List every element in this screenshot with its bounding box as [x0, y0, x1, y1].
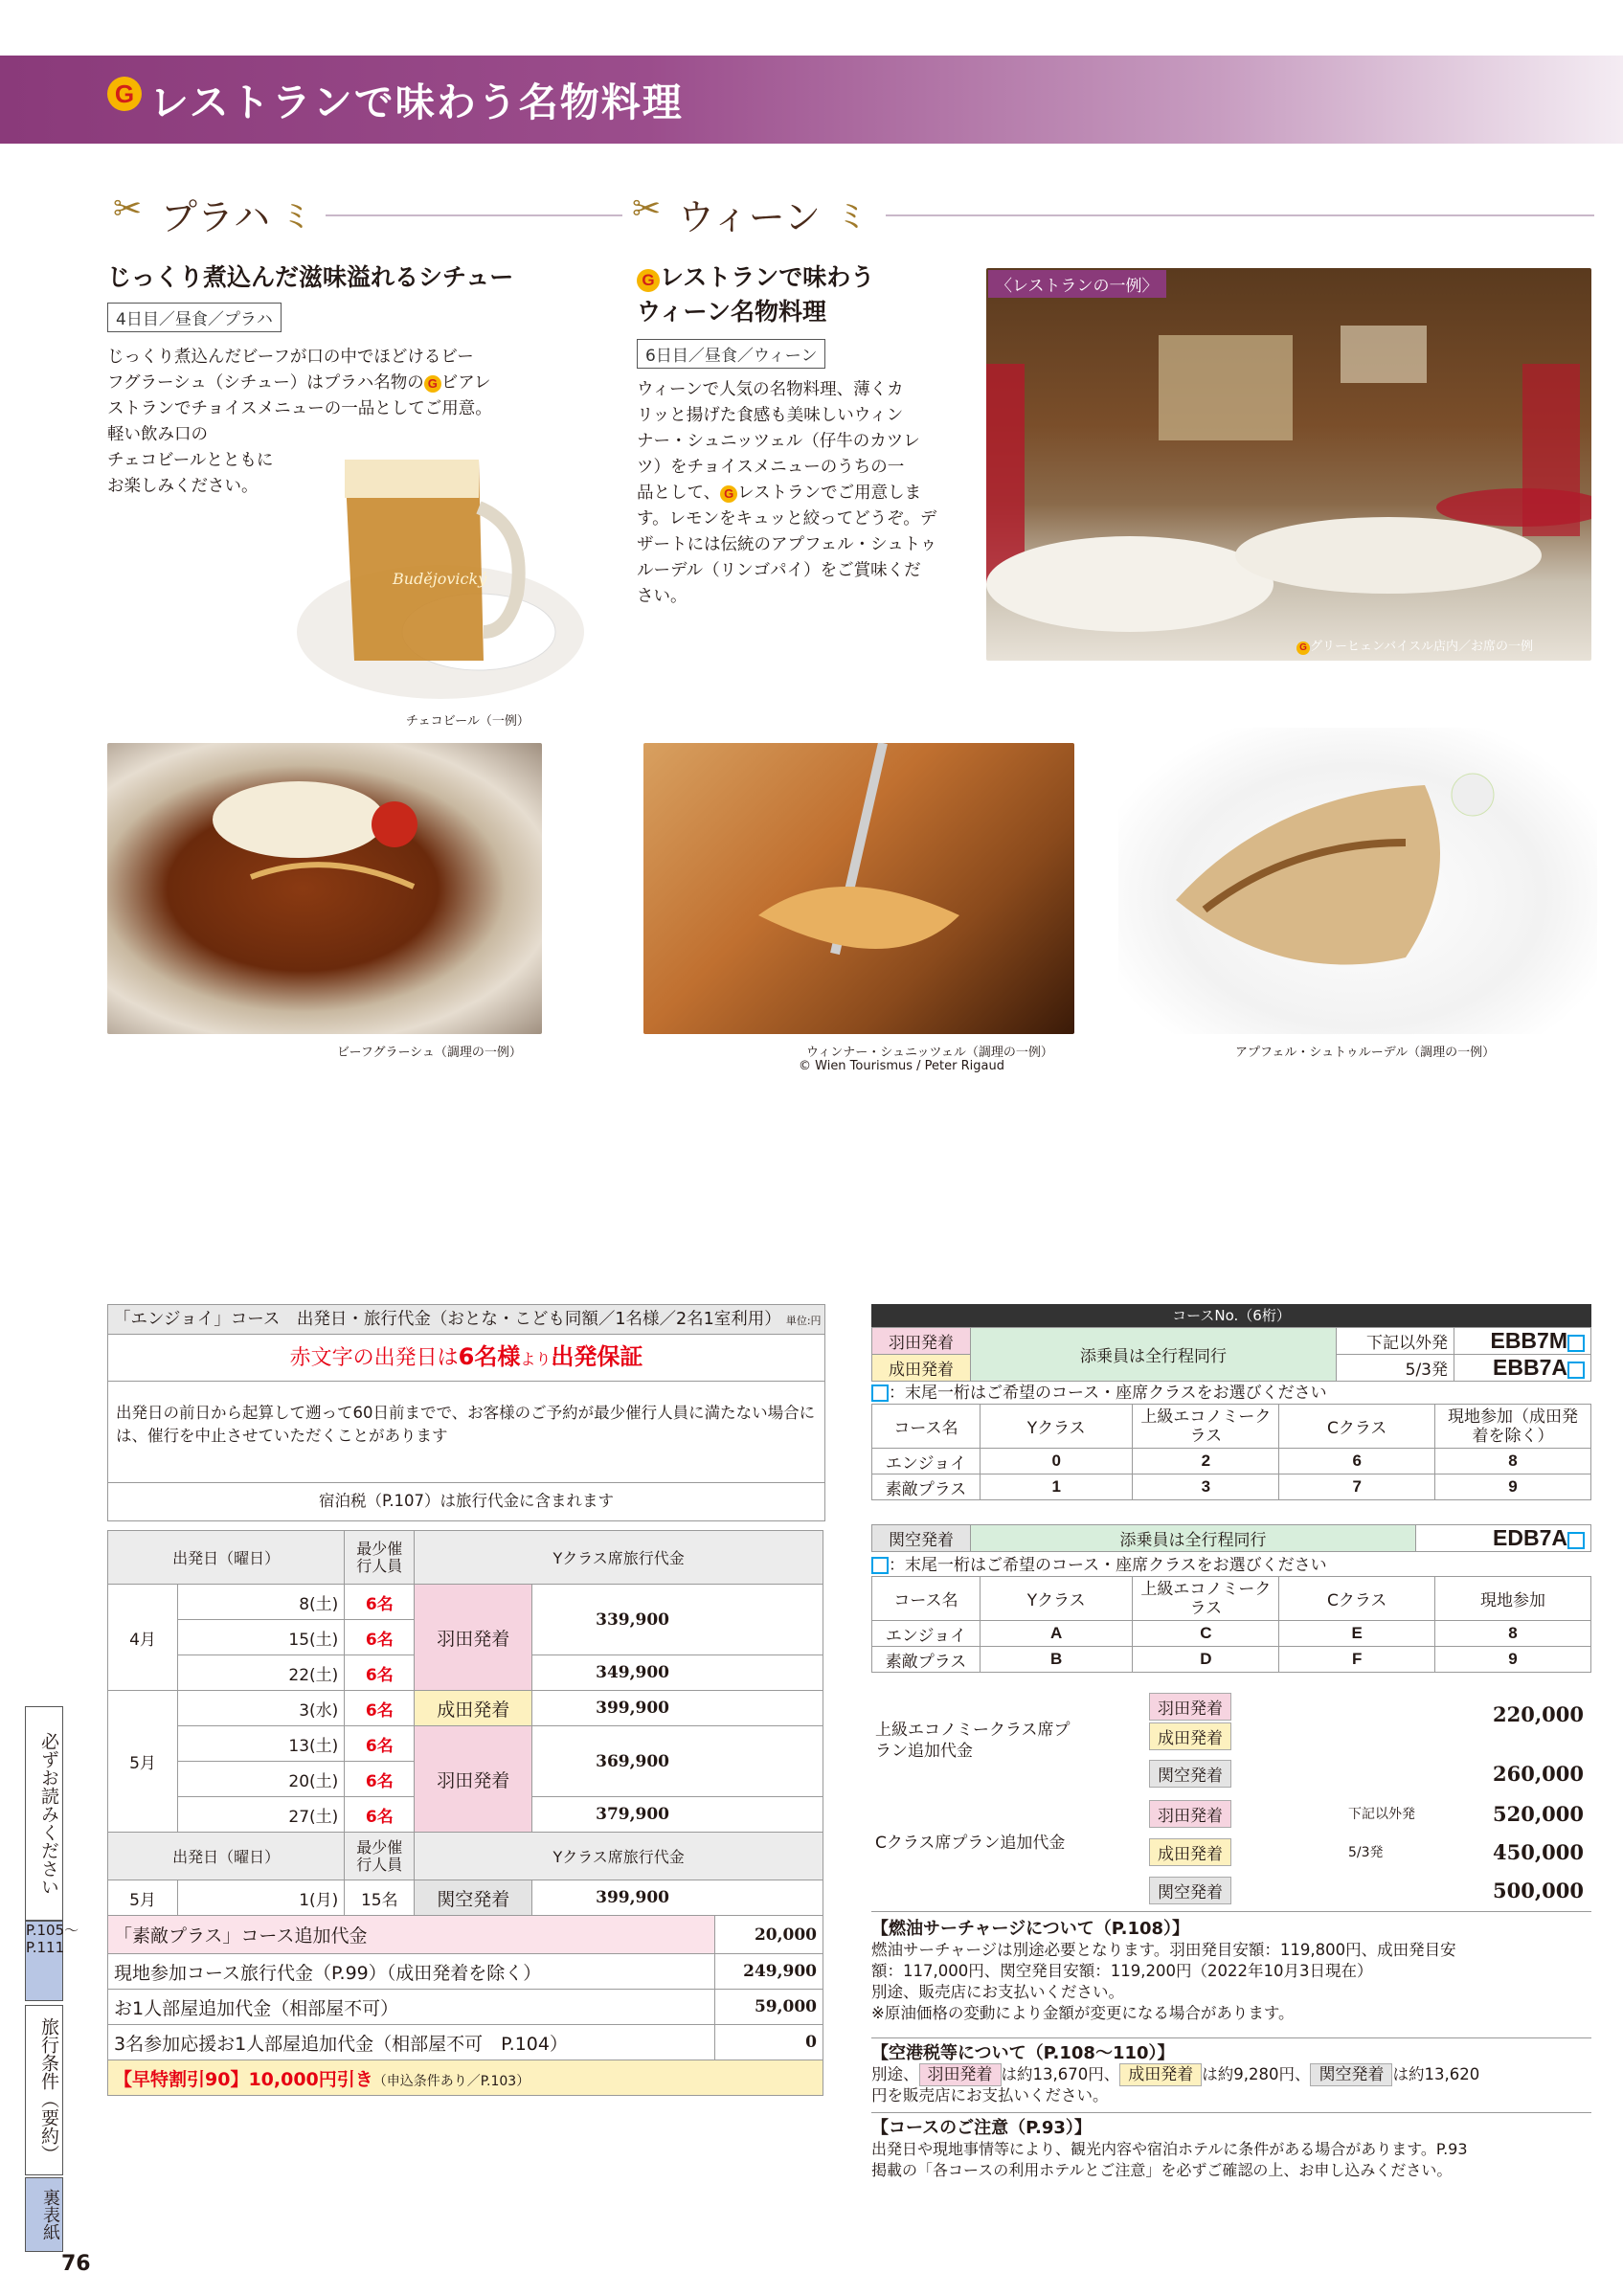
course-class-table-1 — [871, 1404, 1591, 1500]
price-cell: 369,900 — [532, 1726, 823, 1797]
digit: 0 — [981, 1449, 1133, 1474]
goulash-photo — [107, 743, 542, 1034]
escort-cell: 添乗員は全行程同行 — [971, 1328, 1337, 1382]
digit: 2 — [1133, 1449, 1279, 1474]
fuel-note: 【燃油サーチャージについて（P.108）】 燃油サーチャージは別途必要となります。羽田発目安額：119,800円、成田発目安 額：117,000円、関空発目安額：119,200円（2022年10月3日現在） 別途、販売店にお支払いください。 ※原油価格の変動により金額が変更になる場合があります。 — [871, 1919, 1456, 2022]
prague-heading: プラハ — [161, 196, 271, 238]
vienna-heading: ウィーン — [678, 196, 821, 238]
col-course: コース名 — [872, 1577, 981, 1621]
course-name: 素敵プラス — [872, 1647, 981, 1673]
min-cell: 6名 — [345, 1691, 415, 1726]
course-code: EDB7A — [1416, 1525, 1591, 1552]
schnitzel-credit: © Wien Tourismus / Peter Rigaud — [799, 1059, 1004, 1073]
digit: 1 — [981, 1474, 1133, 1500]
pe-airports: 羽田発着 成田発着 — [1149, 1693, 1231, 1750]
caution-note: 【コースのご注意（P.93）】 出発日や現地事情等により、観光内容や宿泊ホテルに条件がある場合があります。P.93 掲載の「各コースの利用ホテルとご注意」を必ずご確認の上、お申し込みください。 — [871, 2118, 1468, 2179]
c-n-fee: 450,000 — [1493, 1840, 1584, 1864]
col-course: コース名 — [872, 1405, 981, 1449]
extra-value: 20,000 — [715, 1916, 823, 1954]
col-local: 現地参加（成田発着を除く） — [1435, 1405, 1591, 1449]
col-c: Cクラス — [1279, 1577, 1435, 1621]
price-cell: 339,900 — [532, 1585, 823, 1655]
digit: 8 — [1435, 1621, 1591, 1647]
extra-value: 249,900 — [715, 1954, 823, 1990]
digit: 9 — [1435, 1647, 1591, 1673]
col-pe: 上級エコノミークラス — [1133, 1405, 1279, 1449]
vienna-tag: 6日目／昼食／ウィーン — [637, 339, 825, 369]
vienna-lead: G レストランで味わう ウィーン名物料理 — [637, 263, 875, 326]
col-pe: 上級エコノミークラス — [1133, 1577, 1279, 1621]
airport-cell: 関空発着 — [872, 1525, 971, 1552]
airport-cell: 成田発着 — [872, 1355, 971, 1382]
digit: 8 — [1435, 1449, 1591, 1474]
col-min: 最少催行人員 — [345, 1531, 415, 1585]
date-cell: 22(土) — [178, 1655, 345, 1691]
airport-cell: 羽田発着 — [415, 1585, 532, 1691]
price-cell: 349,900 — [532, 1655, 823, 1691]
col-price: Yクラス席旅行代金 — [415, 1833, 823, 1880]
min-cell: 15名 — [345, 1880, 415, 1916]
blank-digit-icon — [871, 1557, 889, 1574]
month-cell: 5月 — [108, 1880, 178, 1916]
digit: 3 — [1133, 1474, 1279, 1500]
date-cell: 27(土) — [178, 1797, 345, 1833]
digit: 6 — [1279, 1449, 1435, 1474]
col-date: 出発日（曜日） — [108, 1833, 345, 1880]
strudel-caption: アプフェル・シュトゥルーデル（調理の一例） — [1235, 1046, 1496, 1060]
course-class-table-2 — [871, 1576, 1591, 1673]
course-code-table — [871, 1327, 1591, 1382]
airport-cell: 成田発着 — [415, 1691, 532, 1726]
page-title: レストランで味わう名物料理 — [149, 79, 684, 125]
tax-note: 宿泊税（P.107）は旅行代金に含まれます — [107, 1482, 825, 1521]
extra-label: 現地参加コース旅行代金（P.99）（成田発着を除く） — [108, 1954, 715, 1990]
pe-label: 上級エコノミークラス席プラン追加代金 — [875, 1721, 1071, 1761]
digit: A — [981, 1621, 1133, 1647]
cancel-note: 出発日の前日から起算して遡って60日前までで、お客様のご予約が最少催行人員に満たない場合には、催行を中止させていただくことがあります — [116, 1404, 816, 1445]
divider — [326, 214, 622, 216]
side-tab-conditions[interactable]: 旅行条件（要約） — [25, 2005, 63, 2175]
strudel-photo — [1118, 728, 1597, 1034]
c-kix-fee: 500,000 — [1493, 1879, 1584, 1902]
airport-tax-note: 【空港税等について（P.108〜110）】 別途、 羽田発着 は約13,670円、 成田発着 は約9,280円、 関空発着 は約13,620 円を販売店にお支払いください。 — [871, 2043, 1480, 2105]
ornament-icon: ✂ — [113, 190, 143, 229]
col-date: 出発日（曜日） — [108, 1531, 345, 1585]
c-label: Cクラス席プラン追加代金 — [875, 1834, 1066, 1853]
departure-cell: 5/3発 — [1337, 1355, 1454, 1382]
course-kansai-table — [871, 1524, 1591, 1552]
photo-label: 〈レストランの一例〉 — [988, 270, 1166, 298]
extras-table — [107, 1915, 823, 2096]
month-cell: 5月 — [108, 1691, 178, 1833]
price-table-title-bar: 「エンジョイ」コース 出発日・旅行代金（おとな・こども同額／1名様／2名1室利用） 単位:円 — [107, 1304, 825, 1335]
c-haneda: 羽田発着 — [1149, 1800, 1231, 1828]
page-number: 76 — [61, 2252, 91, 2276]
g-restaurant-icon: G — [1296, 642, 1310, 655]
svg-text:Budějovický: Budějovický — [393, 570, 487, 588]
blank-digit-icon — [1567, 1532, 1585, 1549]
extra-value: 59,000 — [715, 1990, 823, 2025]
goulash-caption: ビーフグラーシュ（調理の一例） — [337, 1046, 522, 1060]
c-h-note: 下記以外発 — [1348, 1807, 1415, 1822]
vienna-body: ウィーンで人気の名物料理、薄くカ リッと揚げた食感も美味しいウィン ナー・シュニッツェル（仔牛のカツレ ツ）をチョイスメニューのうちの一 品として、 G レストランでご用意しま す。レモンをキュッと絞ってどうぞ。デ ザートには伝統のアプフェル・シュトゥ ルーデル（リンゴパイ）をご賞味くだ さい。 — [637, 380, 937, 606]
month-cell: 4月 — [108, 1585, 178, 1691]
photo-caption: G グリーヒェンバイスル店内／お席の一例 — [1296, 636, 1533, 655]
price-cell: 399,900 — [532, 1691, 823, 1726]
extra-label: 「素敵プラス」コース追加代金 — [108, 1916, 715, 1954]
schnitzel-caption: ウィンナー・シュニッツェル（調理の一例） — [806, 1046, 1053, 1060]
restaurant-photo — [986, 268, 1591, 661]
extra-label: お1人部屋追加代金（相部屋不可） — [108, 1990, 715, 2025]
digit: D — [1133, 1647, 1279, 1673]
ornament-icon: ﾐ — [287, 197, 304, 236]
price-notes — [107, 1381, 825, 1483]
price-cell: 399,900 — [532, 1880, 823, 1916]
divider — [871, 2037, 1591, 2038]
c-n-note: 5/3発 — [1348, 1845, 1384, 1860]
extra-value: 0 — [715, 2025, 823, 2060]
digit: E — [1279, 1621, 1435, 1647]
blank-digit-icon — [1567, 1335, 1585, 1352]
c-kix: 関空発着 — [1149, 1877, 1231, 1904]
min-cell: 6名 — [345, 1726, 415, 1762]
date-cell: 3(水) — [178, 1691, 345, 1726]
side-tab-pages[interactable]: P.105〜P.111 — [25, 1921, 63, 2001]
min-cell: 6名 — [345, 1620, 415, 1655]
schnitzel-photo — [643, 743, 1074, 1034]
col-min: 最少催行人員 — [345, 1833, 415, 1880]
divider — [886, 214, 1594, 216]
digit: B — [981, 1647, 1133, 1673]
departure-cell: 下記以外発 — [1337, 1328, 1454, 1355]
col-price: Yクラス席旅行代金 — [415, 1531, 823, 1585]
prague-lead: じっくり煮込んだ滋味溢れるシチュー — [107, 263, 514, 291]
min-cell: 6名 — [345, 1762, 415, 1797]
pe-hn-fee: 220,000 — [1493, 1702, 1584, 1726]
g-restaurant-icon: G — [720, 485, 737, 503]
extra-label: 3名参加応援お1人部屋追加代金（相部屋不可 P.104） — [108, 2025, 715, 2060]
blank-digit-icon — [1567, 1362, 1585, 1379]
digit: 7 — [1279, 1474, 1435, 1500]
course-name: エンジョイ — [872, 1449, 981, 1474]
c-h-fee: 520,000 — [1493, 1802, 1584, 1826]
course-name: 素敵プラス — [872, 1474, 981, 1500]
guarantee-banner: 赤文字の出発日は6名様より出発保証 — [107, 1333, 825, 1382]
escort-cell: 添乗員は全行程同行 — [971, 1525, 1416, 1552]
airport-cell: 関空発着 — [415, 1880, 532, 1916]
pe-kix-fee: 260,000 — [1493, 1762, 1584, 1786]
min-cell: 6名 — [345, 1797, 415, 1833]
blank-digit-icon — [871, 1384, 889, 1402]
min-cell: 6名 — [345, 1655, 415, 1691]
price-table — [107, 1530, 823, 1916]
early-discount: 【早特割引90】10,000円引き（申込条件あり／P.103） — [108, 2060, 823, 2096]
date-cell: 8(土) — [178, 1585, 345, 1620]
pe-kix: 関空発着 — [1149, 1760, 1231, 1788]
col-c: Cクラス — [1279, 1405, 1435, 1449]
upgrade-fees — [871, 1691, 1591, 1912]
col-local: 現地参加 — [1435, 1577, 1591, 1621]
min-cell: 6名 — [345, 1585, 415, 1620]
beer-image — [287, 440, 594, 709]
digit-note: ：末尾一桁はご希望のコース・座席クラスをお選びください — [871, 1551, 1591, 1575]
side-tab-must-read[interactable]: 必ずお読みください — [25, 1706, 63, 1921]
date-cell: 20(土) — [178, 1762, 345, 1797]
airport-cell: 羽田発着 — [872, 1328, 971, 1355]
beer-caption: チェコビール（一例） — [406, 714, 530, 729]
course-name: エンジョイ — [872, 1621, 981, 1647]
date-cell: 1(月) — [178, 1880, 345, 1916]
date-cell: 15(土) — [178, 1620, 345, 1655]
digit: F — [1279, 1647, 1435, 1673]
g-restaurant-icon: G — [424, 375, 441, 393]
digit: 9 — [1435, 1474, 1591, 1500]
ornament-icon: ✂ — [632, 190, 662, 229]
side-tab-back-cover[interactable]: 裏表紙 — [25, 2177, 63, 2252]
col-y: Yクラス — [981, 1577, 1133, 1621]
prague-tag: 4日目／昼食／プラハ — [107, 303, 282, 332]
col-y: Yクラス — [981, 1405, 1133, 1449]
digit: C — [1133, 1621, 1279, 1647]
divider — [871, 2112, 1591, 2113]
prague-body: じっくり煮込んだビーフが口の中でほどけるビー フグラーシュ（シチュー）はプラハ名物の G ビアレ ストランでチョイスメニューの一品としてご用意。 軽い飲み口の チェコビールとともに お楽しみください。 — [107, 348, 492, 496]
g-restaurant-icon: G — [107, 77, 142, 111]
c-narita: 成田発着 — [1149, 1838, 1231, 1866]
course-code: EBB7A — [1454, 1355, 1591, 1382]
g-restaurant-icon: G — [637, 269, 660, 292]
digit-note: ：末尾一桁はご希望のコース・座席クラスをお選びください — [871, 1379, 1591, 1403]
course-title-bar: コースNo.（6桁） — [871, 1304, 1591, 1327]
course-code: EBB7M — [1454, 1328, 1591, 1355]
ornament-icon: ﾐ — [843, 197, 860, 236]
airport-cell: 羽田発着 — [415, 1726, 532, 1833]
price-cell: 379,900 — [532, 1797, 823, 1833]
date-cell: 13(土) — [178, 1726, 345, 1762]
